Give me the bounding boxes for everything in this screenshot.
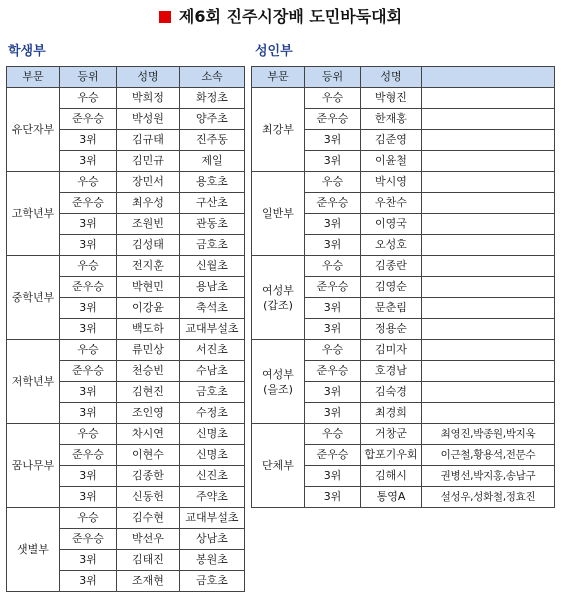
rank-cell: 3위 bbox=[60, 214, 117, 235]
rank-cell: 준우승 bbox=[305, 361, 361, 382]
rank-cell: 3위 bbox=[60, 319, 117, 340]
name-cell: 호경남 bbox=[361, 361, 422, 382]
division-cell bbox=[7, 340, 60, 424]
name-cell: 김현진 bbox=[117, 382, 180, 403]
table-row bbox=[252, 88, 555, 109]
division-name: 샛별부 bbox=[17, 543, 49, 556]
rank-cell: 준우승 bbox=[60, 193, 117, 214]
members-cell bbox=[422, 256, 555, 277]
members-cell bbox=[422, 319, 555, 340]
rank-cell: 준우승 bbox=[305, 277, 361, 298]
members-cell: 이근철,황용석,전문수 bbox=[422, 445, 555, 466]
name-cell: 조재현 bbox=[117, 571, 180, 592]
name-cell: 김미자 bbox=[361, 340, 422, 361]
division-cell bbox=[252, 340, 305, 424]
name-cell: 박선우 bbox=[117, 529, 180, 550]
affiliation-cell: 용호초 bbox=[180, 172, 245, 193]
division-name: 고학년부 bbox=[11, 207, 55, 220]
table-row bbox=[252, 424, 555, 445]
division-name: 여성부 bbox=[262, 283, 294, 297]
affiliation-cell: 양주초 bbox=[180, 109, 245, 130]
members-cell bbox=[422, 277, 555, 298]
name-cell: 박시영 bbox=[361, 172, 422, 193]
affiliation-cell: 봉원초 bbox=[180, 550, 245, 571]
student-section-label: 학생부 bbox=[8, 44, 46, 59]
name-cell: 최우성 bbox=[117, 193, 180, 214]
name-cell: 이영국 bbox=[361, 214, 422, 235]
name-cell: 거창군 bbox=[361, 424, 422, 445]
name-cell: 이윤철 bbox=[361, 151, 422, 172]
rank-cell: 준우승 bbox=[305, 193, 361, 214]
rank-cell: 우승 bbox=[305, 88, 361, 109]
name-cell: 박성원 bbox=[117, 109, 180, 130]
name-cell: 우찬수 bbox=[361, 193, 422, 214]
name-cell: 조인영 bbox=[117, 403, 180, 424]
rank-cell: 준우승 bbox=[60, 445, 117, 466]
table-row bbox=[252, 256, 555, 277]
name-cell: 천승빈 bbox=[117, 361, 180, 382]
table-row bbox=[7, 88, 245, 109]
rank-cell: 3위 bbox=[305, 382, 361, 403]
rank-cell: 3위 bbox=[60, 298, 117, 319]
rank-cell: 준우승 bbox=[60, 109, 117, 130]
name-cell: 통영A bbox=[361, 487, 422, 508]
name-cell: 합포기우회 bbox=[361, 445, 422, 466]
rank-cell: 3위 bbox=[305, 298, 361, 319]
division-name: 중학년부 bbox=[11, 291, 55, 304]
adult-section-label: 성인부 bbox=[255, 44, 293, 59]
members-cell bbox=[422, 403, 555, 424]
rank-cell: 우승 bbox=[60, 256, 117, 277]
name-cell: 조원빈 bbox=[117, 214, 180, 235]
rank-cell: 준우승 bbox=[305, 445, 361, 466]
rank-cell: 3위 bbox=[60, 550, 117, 571]
column-header: 등위 bbox=[305, 67, 361, 88]
division-cell bbox=[252, 88, 305, 172]
division-cell bbox=[252, 172, 305, 256]
affiliation-cell: 수남초 bbox=[180, 361, 245, 382]
affiliation-cell: 용남초 bbox=[180, 277, 245, 298]
affiliation-cell: 구산초 bbox=[180, 193, 245, 214]
division-name: 최강부 bbox=[262, 123, 294, 136]
column-header: 성명 bbox=[361, 67, 422, 88]
division-name: 유단자부 bbox=[11, 123, 55, 136]
division-name: 여성부 bbox=[262, 367, 294, 381]
name-cell: 신동헌 bbox=[117, 487, 180, 508]
adult-results-table bbox=[251, 66, 555, 508]
column-header: 등위 bbox=[60, 67, 117, 88]
members-cell bbox=[422, 340, 555, 361]
division-name: 저학년부 bbox=[11, 375, 55, 388]
members-cell bbox=[422, 214, 555, 235]
affiliation-cell: 서진초 bbox=[180, 340, 245, 361]
rank-cell: 3위 bbox=[60, 571, 117, 592]
rank-cell: 3위 bbox=[305, 466, 361, 487]
affiliation-cell: 신진초 bbox=[180, 466, 245, 487]
rank-cell: 3위 bbox=[60, 403, 117, 424]
affiliation-cell: 금호초 bbox=[180, 382, 245, 403]
name-cell: 류민상 bbox=[117, 340, 180, 361]
student-table-header bbox=[7, 67, 245, 88]
table-row bbox=[7, 508, 245, 529]
name-cell: 김해시 bbox=[361, 466, 422, 487]
name-cell: 김수현 bbox=[117, 508, 180, 529]
division-cell bbox=[252, 256, 305, 340]
rank-cell: 3위 bbox=[305, 130, 361, 151]
student-table-body bbox=[7, 88, 245, 592]
column-header: 부문 bbox=[7, 67, 60, 88]
rank-cell: 우승 bbox=[60, 172, 117, 193]
adult-table-body bbox=[252, 88, 555, 508]
name-cell: 문춘림 bbox=[361, 298, 422, 319]
rank-cell: 우승 bbox=[305, 340, 361, 361]
affiliation-cell: 신명초 bbox=[180, 424, 245, 445]
affiliation-cell: 화정초 bbox=[180, 88, 245, 109]
table-row bbox=[7, 172, 245, 193]
rank-cell: 3위 bbox=[305, 151, 361, 172]
members-cell bbox=[422, 130, 555, 151]
affiliation-cell: 축석초 bbox=[180, 298, 245, 319]
name-cell: 이현수 bbox=[117, 445, 180, 466]
rank-cell: 3위 bbox=[60, 235, 117, 256]
rank-cell: 우승 bbox=[305, 424, 361, 445]
header-row bbox=[7, 67, 245, 88]
members-cell: 설성우,성화철,정효진 bbox=[422, 487, 555, 508]
affiliation-cell: 관동초 bbox=[180, 214, 245, 235]
affiliation-cell: 상남초 bbox=[180, 529, 245, 550]
division-cell bbox=[7, 508, 60, 592]
affiliation-cell: 교대부설초 bbox=[180, 508, 245, 529]
name-cell: 김태진 bbox=[117, 550, 180, 571]
rank-cell: 3위 bbox=[60, 487, 117, 508]
division-subname: (을조) bbox=[263, 382, 293, 396]
rank-cell: 준우승 bbox=[60, 277, 117, 298]
division-cell bbox=[7, 256, 60, 340]
rank-cell: 3위 bbox=[60, 151, 117, 172]
table-row bbox=[7, 424, 245, 445]
affiliation-cell: 신월초 bbox=[180, 256, 245, 277]
rank-cell: 우승 bbox=[60, 424, 117, 445]
affiliation-cell: 금호초 bbox=[180, 571, 245, 592]
name-cell: 최경희 bbox=[361, 403, 422, 424]
affiliation-cell: 진주동 bbox=[180, 130, 245, 151]
name-cell: 김성태 bbox=[117, 235, 180, 256]
name-cell: 오성호 bbox=[361, 235, 422, 256]
column-header: 소속 bbox=[180, 67, 245, 88]
name-cell: 김규태 bbox=[117, 130, 180, 151]
rank-cell: 우승 bbox=[305, 172, 361, 193]
page-title bbox=[0, 6, 561, 28]
rank-cell: 우승 bbox=[60, 340, 117, 361]
column-header: 부문 bbox=[252, 67, 305, 88]
members-cell bbox=[422, 172, 555, 193]
name-cell: 전지훈 bbox=[117, 256, 180, 277]
division-cell bbox=[7, 88, 60, 172]
rank-cell: 3위 bbox=[305, 403, 361, 424]
column-header bbox=[422, 67, 555, 88]
division-cell bbox=[7, 424, 60, 508]
rank-cell: 우승 bbox=[60, 88, 117, 109]
table-row bbox=[7, 340, 245, 361]
members-cell bbox=[422, 109, 555, 130]
name-cell: 박희정 bbox=[117, 88, 180, 109]
rank-cell: 준우승 bbox=[305, 109, 361, 130]
rank-cell: 준우승 bbox=[60, 529, 117, 550]
column-header: 성명 bbox=[117, 67, 180, 88]
header-row bbox=[252, 67, 555, 88]
rank-cell: 3위 bbox=[60, 130, 117, 151]
members-cell bbox=[422, 361, 555, 382]
adult-table-header bbox=[252, 67, 555, 88]
page-title-text: 제6회 진주시장배 도민바둑대회 bbox=[178, 7, 403, 26]
table-row bbox=[252, 172, 555, 193]
members-cell bbox=[422, 298, 555, 319]
rank-cell: 3위 bbox=[305, 319, 361, 340]
rank-cell: 준우승 bbox=[60, 361, 117, 382]
rank-cell: 3위 bbox=[60, 466, 117, 487]
members-cell bbox=[422, 235, 555, 256]
student-results-table bbox=[6, 66, 245, 592]
name-cell: 장민서 bbox=[117, 172, 180, 193]
division-cell bbox=[252, 424, 305, 508]
affiliation-cell: 교대부설초 bbox=[180, 319, 245, 340]
division-cell bbox=[7, 172, 60, 256]
name-cell: 박현민 bbox=[117, 277, 180, 298]
members-cell: 권병선,박지홍,송남구 bbox=[422, 466, 555, 487]
name-cell: 차시연 bbox=[117, 424, 180, 445]
members-cell bbox=[422, 88, 555, 109]
division-name: 꿈나무부 bbox=[11, 459, 55, 472]
members-cell: 최영진,박종원,박지욱 bbox=[422, 424, 555, 445]
affiliation-cell: 수정초 bbox=[180, 403, 245, 424]
table-row bbox=[7, 256, 245, 277]
members-cell bbox=[422, 382, 555, 403]
name-cell: 정용순 bbox=[361, 319, 422, 340]
name-cell: 이강윤 bbox=[117, 298, 180, 319]
members-cell bbox=[422, 193, 555, 214]
name-cell: 김민규 bbox=[117, 151, 180, 172]
division-subname: (갑조) bbox=[263, 298, 293, 312]
affiliation-cell: 금호초 bbox=[180, 235, 245, 256]
affiliation-cell: 주약초 bbox=[180, 487, 245, 508]
name-cell: 김준영 bbox=[361, 130, 422, 151]
rank-cell: 3위 bbox=[60, 382, 117, 403]
affiliation-cell: 제일 bbox=[180, 151, 245, 172]
affiliation-cell: 신명초 bbox=[180, 445, 245, 466]
red-square-icon bbox=[159, 11, 171, 23]
name-cell: 한재홍 bbox=[361, 109, 422, 130]
division-name: 단체부 bbox=[262, 459, 294, 472]
name-cell: 백도하 bbox=[117, 319, 180, 340]
name-cell: 김종란 bbox=[361, 256, 422, 277]
name-cell: 박형진 bbox=[361, 88, 422, 109]
name-cell: 김숙경 bbox=[361, 382, 422, 403]
name-cell: 김종한 bbox=[117, 466, 180, 487]
table-row bbox=[252, 340, 555, 361]
rank-cell: 3위 bbox=[305, 487, 361, 508]
name-cell: 김영순 bbox=[361, 277, 422, 298]
rank-cell: 우승 bbox=[60, 508, 117, 529]
members-cell bbox=[422, 151, 555, 172]
rank-cell: 우승 bbox=[305, 256, 361, 277]
rank-cell: 3위 bbox=[305, 214, 361, 235]
rank-cell: 3위 bbox=[305, 235, 361, 256]
division-name: 일반부 bbox=[262, 207, 294, 220]
